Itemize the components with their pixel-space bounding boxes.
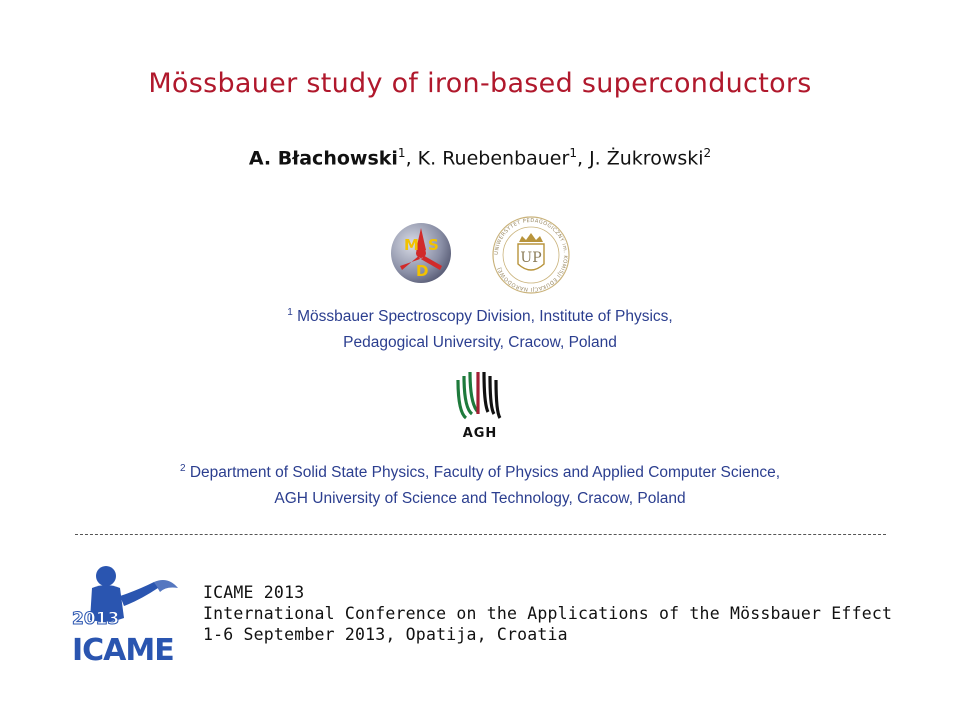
affiliation-2-sup: 2 <box>179 463 186 474</box>
conference-line-3: 1-6 September 2013, Opatija, Croatia <box>203 625 568 644</box>
affiliation-1-sup: 1 <box>287 307 293 318</box>
affiliation-1-line-1: Mössbauer Spectroscopy Division, Institute of Physics, <box>292 308 673 326</box>
conference-line-1: ICAME 2013 <box>203 583 305 602</box>
up-logo <box>490 214 572 296</box>
dashed-divider <box>75 534 886 535</box>
conference-info <box>203 582 892 645</box>
crown-icon <box>519 233 543 242</box>
msd-logo <box>390 222 452 284</box>
author-1-name: A. Błachowski <box>248 147 398 170</box>
affiliation-2 <box>0 456 960 512</box>
up-ring-text: UNIWERSYTET PEDAGOGICZNY im. KOMISJI EDUKACJI NARODOWEJ <box>493 217 569 293</box>
agh-stripes-icon <box>458 372 500 418</box>
author-3-name: J. Żukrowski <box>589 147 704 170</box>
author-2-name: K. Ruebenbauer <box>417 147 570 170</box>
author-2-sup: 1 <box>569 146 577 160</box>
affiliation-1 <box>0 300 960 356</box>
affiliation-1-line-2: Pedagogical University, Cracow, Poland <box>343 334 617 352</box>
up-letters: UP <box>520 250 542 266</box>
icame-logo <box>68 562 196 666</box>
msd-letter-s: S <box>428 236 439 254</box>
msd-letter-m: M <box>404 236 419 254</box>
author-list: A. Błachowski$^1$, K. Ruebenbauer$^1$, J. Żukrowski$^2$ <box>248 146 712 170</box>
conference-line-2: International Conference on the Applications of the Mössbauer Effect <box>203 604 893 623</box>
affiliation-2-line-2: AGH University of Science and Technology, Cracow, Poland <box>274 490 686 508</box>
page-title: Mössbauer study of iron-based superconductors <box>148 68 812 99</box>
agh-logo <box>452 366 508 442</box>
icame-logo-name: ICAME <box>72 633 174 666</box>
author-3-sup: 2 <box>703 146 712 160</box>
agh-letters: AGH <box>462 426 498 441</box>
icame-logo-year: 2013 <box>72 609 120 629</box>
author-1-sup: 1 <box>397 146 406 160</box>
affiliation-2-line-1: Department of Solid State Physics, Faculty of Physics and Applied Computer Science, <box>185 464 781 482</box>
msd-letter-d: D <box>416 262 429 280</box>
